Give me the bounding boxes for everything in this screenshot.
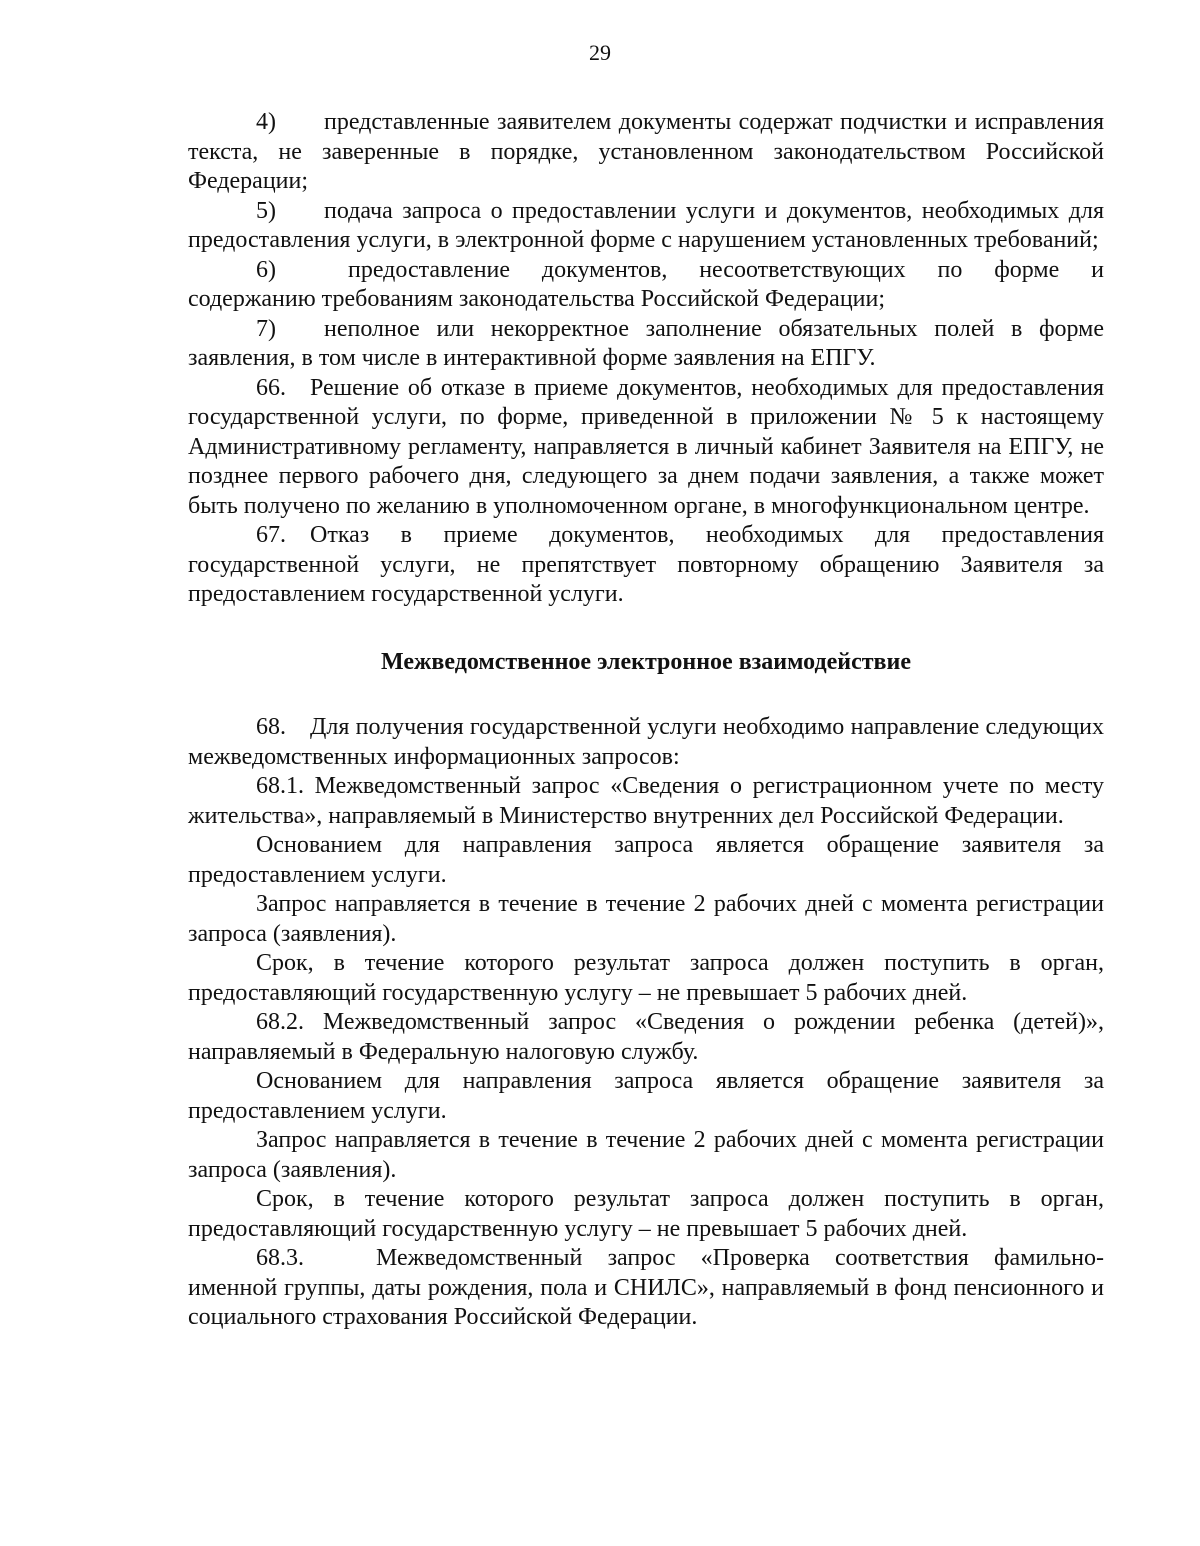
list-item-4: 4) представленные заявителем документы содержат подчистки и исправления текста, не заверенные в порядке, установленном законодательством Российской Федерации; bbox=[188, 109, 1104, 194]
paragraph-68-1-timing: Запрос направляется в течение в течение 2 рабочих дней с момента регистрации запроса (заявления). bbox=[188, 891, 1104, 947]
paragraph-68-2: 68.2. Межведомственный запрос «Сведения о рождении ребенка (детей)», направляемый в Федеральную налоговую службу. bbox=[188, 1009, 1104, 1065]
page-number: 29 bbox=[589, 40, 611, 65]
paragraph-68-2-deadline: Срок, в течение которого результат запроса должен поступить в орган, предоставляющий государственную услугу – не превышает 5 рабочих дней. bbox=[188, 1186, 1104, 1242]
paragraph-68: 68. Для получения государственной услуги необходимо направление следующих межведомственных информационных запросов: bbox=[188, 714, 1104, 770]
paragraph-68-3: 68.3. Межведомственный запрос «Проверка соответствия фамильно-именной группы, даты рождения, пола и СНИЛС», направляемый в фонд пенсионного и социального страхования Российской Федерации. bbox=[188, 1245, 1104, 1330]
paragraph-66: 66. Решение об отказе в приеме документов, необходимых для предоставления государственной услуги, по форме, приведенной в приложении № 5 к настоящему Административному регламенту, направляется в личный кабинет Заявителя на ЕПГУ, не позднее первого рабочего дня, следующего за днем подачи заявления, а также может быть получено по желанию в уполномоченном органе, в многофункциональном центре. bbox=[188, 374, 1104, 519]
paragraph-67: 67. Отказ в приеме документов, необходимых для предоставления государственной услуги, не препятствует повторному обращению Заявителя за предоставлением государственной услуги. bbox=[188, 522, 1104, 607]
list-item-5: 5) подача запроса о предоставлении услуги и документов, необходимых для предоставления услуги, в электронной форме с нарушением установленных требований; bbox=[188, 197, 1104, 253]
paragraph-68-1: 68.1. Межведомственный запрос «Сведения о регистрационном учете по месту жительства», направляемый в Министерство внутренних дел Российской Федерации. bbox=[188, 773, 1104, 829]
list-item-7: 7) неполное или некорректное заполнение обязательных полей в форме заявления, в том числе в интерактивной форме заявления на ЕПГУ. bbox=[188, 315, 1104, 371]
paragraph-68-2-basis: Основанием для направления запроса является обращение заявителя за предоставлением услуги. bbox=[188, 1068, 1104, 1124]
paragraph-68-1-deadline: Срок, в течение которого результат запроса должен поступить в орган, предоставляющий государственную услугу – не превышает 5 рабочих дней. bbox=[188, 950, 1104, 1006]
paragraph-68-2-timing: Запрос направляется в течение в течение 2 рабочих дней с момента регистрации запроса (заявления). bbox=[188, 1127, 1104, 1183]
document-body bbox=[188, 108, 1104, 1333]
section-heading: Межведомственное электронное взаимодействие bbox=[381, 648, 911, 675]
list-item-6: 6) предоставление документов, несоответствующих по форме и содержанию требованиям законодательства Российской Федерации; bbox=[188, 256, 1104, 312]
paragraph-68-1-basis: Основанием для направления запроса является обращение заявителя за предоставлением услуги. bbox=[188, 832, 1104, 888]
